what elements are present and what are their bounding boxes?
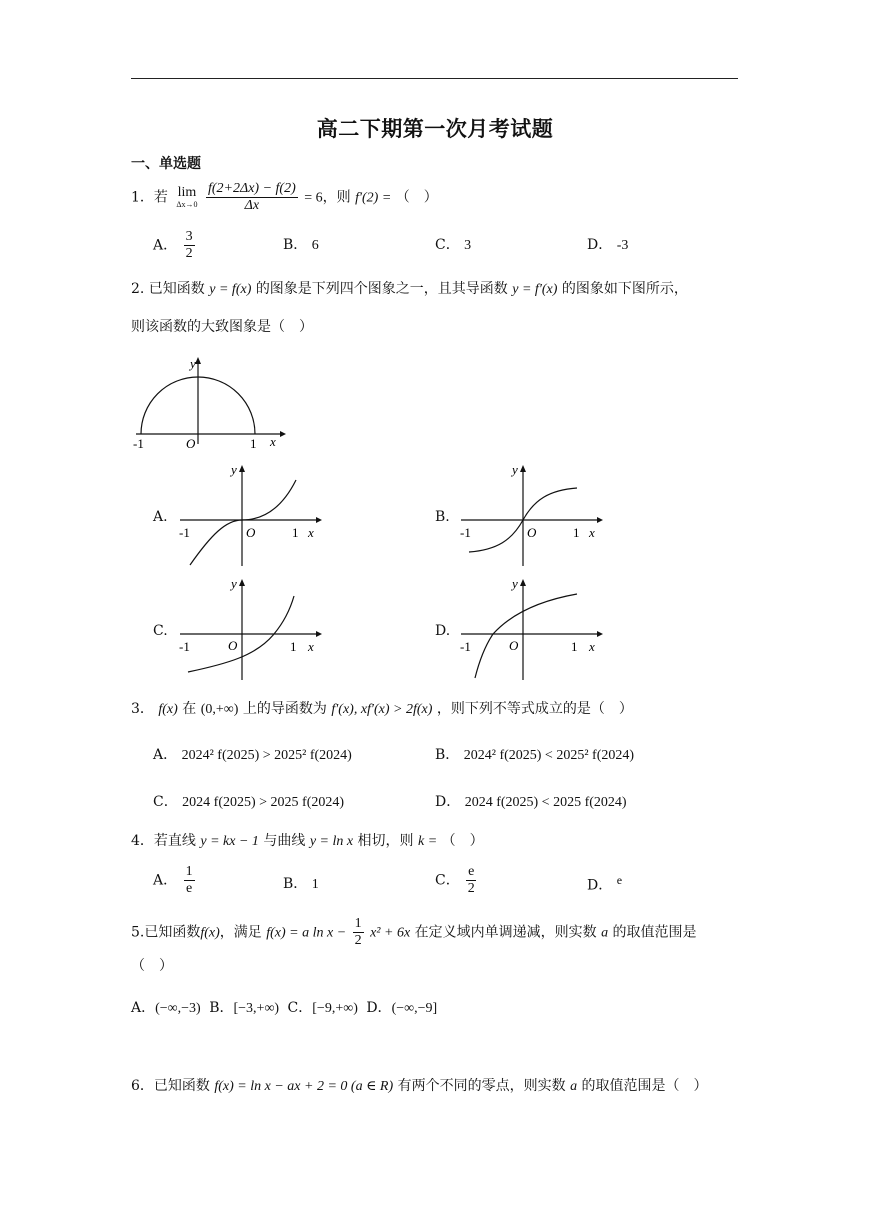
option-label: D． (587, 237, 613, 253)
q2-option-a-graph[interactable] (176, 460, 326, 570)
q4-paren: （ ） (441, 833, 484, 849)
q2-option-b-label[interactable]: B. (435, 509, 450, 525)
question-5 (131, 916, 697, 949)
neg-one-label: -1 (133, 436, 144, 451)
q5-text-2: ，满足 (219, 924, 262, 941)
q4-curve: y = ln x (309, 834, 354, 849)
question-6 (131, 1077, 708, 1096)
y-arrow (239, 465, 245, 472)
x-arrow (597, 631, 603, 637)
y-arrow (520, 465, 526, 472)
option-label: C． (287, 1000, 313, 1016)
q1-lim: lim (177, 185, 197, 200)
neg-one-label: -1 (460, 525, 471, 540)
origin-label: O (186, 436, 196, 451)
q5-half (353, 916, 364, 949)
option-label: B． (209, 1000, 234, 1016)
q5-option-a[interactable] (131, 1000, 201, 1016)
q2-func: y = f(x) (209, 282, 252, 297)
pos-one-label: 1 (250, 436, 257, 451)
option-label: C． (435, 237, 460, 253)
q5-text-1: 5.已知函数 (131, 924, 201, 941)
origin-label: O (228, 638, 238, 653)
y-arrow (239, 579, 245, 586)
option-text: 1 (311, 877, 319, 892)
option-text: 3 (464, 238, 472, 253)
question-3 (131, 700, 633, 719)
q6-text-3: 的取值范围是（ ） (581, 1078, 708, 1094)
y-arrow (520, 579, 526, 586)
x-label: x (308, 525, 314, 540)
q1-target: f′(2) = (355, 190, 392, 206)
q2-line-2: 则该函数的大致图象是（ ） (131, 319, 313, 335)
q1-limit (176, 186, 197, 209)
q1-denominator: Δx (244, 198, 260, 213)
x-label: x (270, 434, 276, 449)
q4-text-3: 相切，则 (357, 833, 414, 849)
q1-fraction (206, 181, 298, 214)
option-text: (−∞,−3) (155, 1001, 201, 1016)
origin-label: O (527, 525, 537, 540)
q5-option-b[interactable] (209, 1000, 279, 1016)
q4-option-c[interactable] (435, 864, 478, 897)
q1-option-b[interactable] (283, 234, 319, 254)
q3-text-1: 在 (182, 701, 197, 717)
question-4 (131, 832, 484, 851)
option-text: [−3,+∞) (233, 1001, 280, 1016)
y-arrow (195, 357, 201, 364)
neg-one-label: -1 (460, 639, 471, 654)
curve (475, 594, 577, 678)
option-text: (−∞,−9] (391, 1001, 438, 1016)
option-text: 2024 f(2025) > 2025 f(2024) (182, 795, 345, 810)
option-label: A． (131, 1000, 156, 1016)
q5-fx: f(x) (200, 925, 220, 941)
q5-line-2: （ ） (131, 958, 173, 974)
q3-number: 3． (131, 701, 154, 717)
fraction-numerator: 3 (185, 229, 193, 244)
q5-equation-a: f(x) = a ln x − (266, 925, 347, 941)
option-label: B． (435, 747, 460, 763)
q6-a: a (570, 1079, 578, 1094)
q4-option-c-fraction (466, 864, 476, 897)
section-heading: 一、单选题 (131, 156, 201, 172)
curve (190, 480, 296, 565)
option-label: B． (283, 237, 308, 253)
neg-one-label: -1 (179, 639, 190, 654)
q1-option-a-fraction (184, 229, 195, 262)
q2-option-a-label[interactable]: A. (153, 509, 168, 525)
q1-equals: = 6，则 (304, 190, 351, 206)
pos-one-label: 1 (573, 525, 580, 540)
q3-interval: (0,+∞) (200, 702, 239, 717)
q1-option-a[interactable] (153, 229, 197, 262)
fraction-numerator: 1 (354, 916, 362, 931)
option-label: C． (435, 872, 460, 889)
fraction-numerator: 1 (185, 864, 193, 879)
q4-text-2: 与曲线 (263, 833, 306, 849)
origin-label: O (246, 525, 256, 540)
q2-option-b-graph[interactable] (457, 460, 607, 570)
q4-option-a[interactable] (153, 864, 197, 897)
q5-a: a (601, 925, 609, 941)
x-arrow (316, 631, 322, 637)
q1-option-d[interactable] (587, 234, 628, 254)
q2-option-d-graph[interactable] (457, 574, 607, 684)
option-text: [−9,+∞) (312, 1001, 358, 1016)
q6-text-1: 6．已知函数 (131, 1078, 210, 1094)
q2-option-d-label[interactable]: D. (435, 623, 451, 639)
fraction-denominator: 2 (185, 246, 193, 261)
q1-numerator: f(2+2Δx) − f(2) (207, 181, 296, 196)
q3-fx: f(x) (158, 702, 178, 717)
fraction-denominator: 2 (354, 933, 362, 948)
fraction-numerator: e (468, 864, 475, 879)
q3-condition: f′(x), xf′(x) > 2f(x) (331, 702, 433, 717)
x-arrow (316, 517, 322, 523)
pos-one-label: 1 (290, 639, 297, 654)
q3-option-a[interactable] (153, 744, 352, 764)
y-label: y (512, 462, 518, 477)
q4-text-1: 4．若直线 (131, 833, 196, 849)
option-label: C． (153, 794, 178, 810)
option-label: D． (435, 794, 461, 810)
q3-text-2: 上的导函数为 (242, 701, 327, 717)
q2-option-c-label[interactable]: C. (153, 623, 168, 639)
q2-deriv: y = f′(x) (512, 282, 558, 297)
fraction-denominator: 2 (467, 881, 475, 896)
x-label: x (308, 639, 314, 654)
page-title: 高二下期第一次月考试题 (316, 116, 554, 141)
q2-derivative-graph (128, 352, 288, 452)
option-label: A． (153, 747, 178, 763)
option-text: 2024² f(2025) > 2025² f(2024) (181, 748, 352, 763)
q2-option-c-graph[interactable] (176, 574, 326, 684)
q6-text-2: 有两个不同的零点，则实数 (397, 1078, 566, 1094)
pos-one-label: 1 (292, 525, 299, 540)
fraction-denominator: e (185, 881, 193, 896)
q1-lim-sub: Δx→0 (176, 200, 198, 209)
q4-option-b[interactable] (283, 873, 319, 893)
origin-label: O (509, 638, 519, 653)
q1-paren: （ ） (395, 189, 438, 206)
pos-one-label: 1 (571, 639, 578, 654)
option-label: B． (283, 876, 308, 892)
option-text: -3 (616, 238, 629, 253)
option-label: D． (587, 877, 613, 894)
q1-option-c[interactable] (435, 234, 471, 254)
option-label: A． (153, 872, 178, 889)
x-arrow (280, 431, 286, 437)
y-label: y (231, 462, 237, 477)
option-label: A． (153, 237, 178, 254)
q4-line: y = kx − 1 (200, 834, 259, 849)
neg-one-label: -1 (179, 525, 190, 540)
q4-option-a-fraction (184, 864, 195, 897)
q2-text-c: 的图象如下图所示， (561, 281, 688, 297)
q3-option-c[interactable] (153, 791, 344, 811)
q5-equation-b: x² + 6x (370, 925, 411, 941)
y-label: y (512, 576, 518, 591)
q6-equation: f(x) = ln x − ax + 2 = 0 (a ∈ R) (214, 1079, 394, 1094)
option-text: 2024² f(2025) < 2025² f(2024) (463, 748, 635, 763)
q5-option-d[interactable] (366, 1000, 437, 1016)
x-label: x (589, 639, 595, 654)
q3-option-d[interactable] (435, 791, 627, 811)
q2-text-a: 2. 已知函数 (131, 281, 205, 297)
q2-text-b: 的图象是下列四个图象之一，且其导函数 (255, 281, 508, 297)
q3-option-b[interactable] (435, 744, 634, 764)
question-1 (131, 181, 438, 214)
question-2 (131, 280, 688, 299)
q5-text-4: 的取值范围是 (612, 924, 697, 941)
y-label: y (231, 576, 237, 591)
q5-option-c[interactable] (288, 1000, 358, 1016)
x-label: x (589, 525, 595, 540)
q1-number: 1．若 (131, 189, 168, 206)
header-rule (131, 78, 738, 79)
q3-text-3: ，则下列不等式成立的是（ ） (436, 701, 633, 717)
q5-text-3: 在定义域内单调递减，则实数 (414, 924, 597, 941)
y-label: y (190, 356, 196, 371)
q5-options (131, 997, 437, 1017)
option-text: 2024 f(2025) < 2025 f(2024) (464, 795, 627, 810)
option-text: 6 (311, 238, 319, 253)
option-label: D． (366, 1000, 392, 1016)
q4-k: k = (418, 834, 438, 849)
q4-option-d[interactable] (587, 873, 622, 895)
x-arrow (597, 517, 603, 523)
option-text: e (616, 873, 623, 887)
